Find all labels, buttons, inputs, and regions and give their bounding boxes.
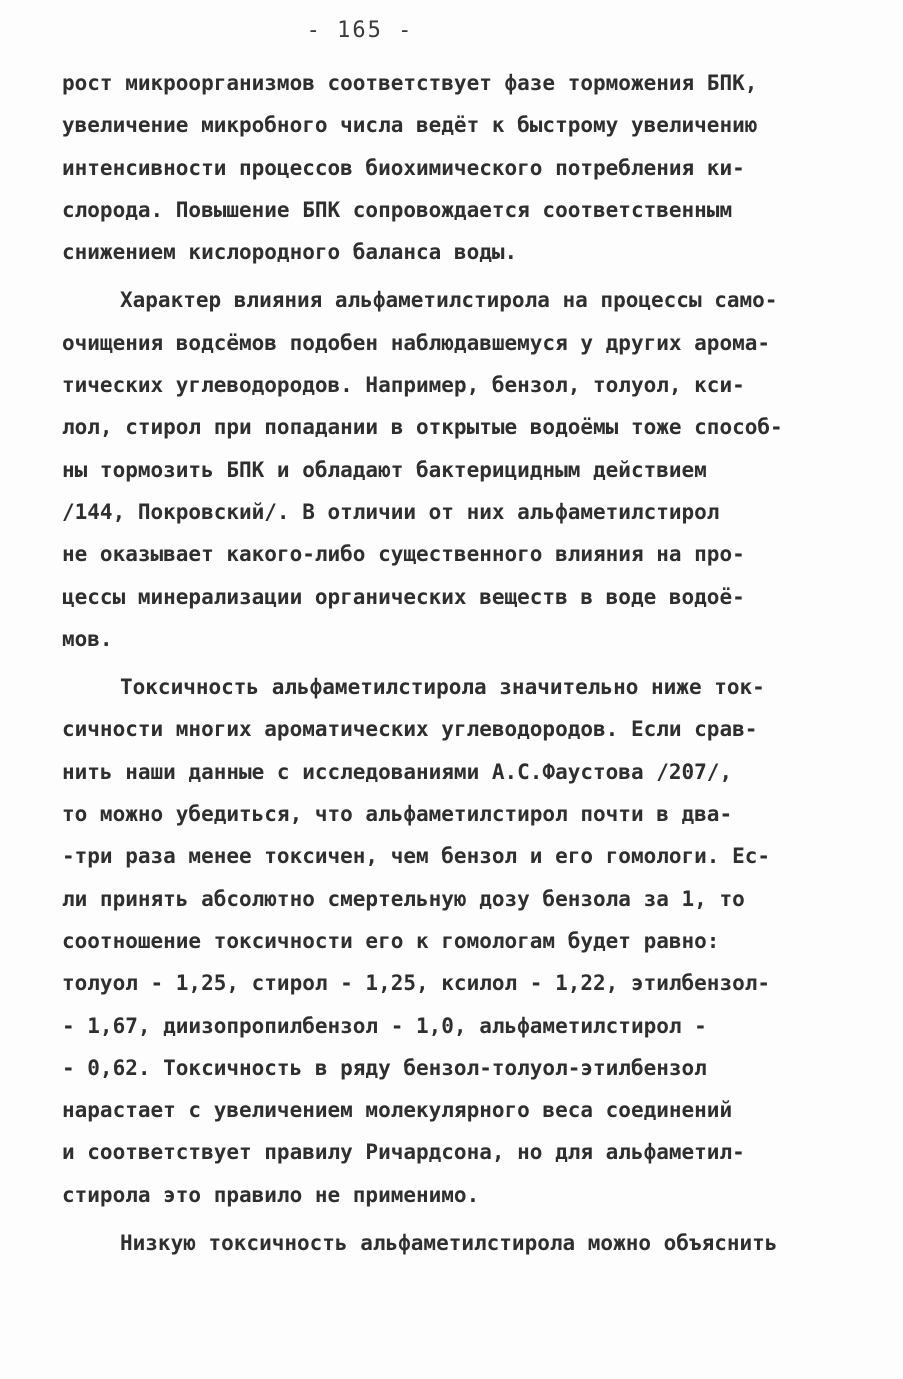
text-line: интенсивности процессов биохимического потребления ки- xyxy=(62,155,745,180)
text-line: увеличение микробного числа ведёт к быстрому увеличению xyxy=(62,113,758,138)
text-line: то можно убедиться, что альфаметилстирол почти в два- xyxy=(62,802,733,827)
text-line: соотношение токсичности его к гомологам будет равно: xyxy=(62,928,720,953)
text-line: -три раза менее токсичен, чем бензол и его гомологи. Ес- xyxy=(62,844,771,869)
text-line: - 1,67, диизопропилбензол - 1,0, альфаметилстирол - xyxy=(62,1013,707,1038)
page-number: - 165 - xyxy=(306,18,414,43)
text-line: /144, Покровский/. В отличии от них альфаметилстирол xyxy=(62,499,720,524)
text-line: нить наши данные с исследованиями А.С.Фаустова /207/, xyxy=(62,759,733,784)
text-line: снижением кислородного баланса воды. xyxy=(62,240,518,265)
text-line: Характер влияния альфаметилстирола на процессы само- xyxy=(120,288,778,313)
text-line: нарастает с увеличением молекулярного веса соединений xyxy=(62,1098,733,1123)
text-line: рост микроорганизмов соответствует фазе торможения БПК, xyxy=(62,71,758,95)
text-line: сичности многих ароматических углеводородов. Если срав- xyxy=(62,717,758,742)
paragraph-2 xyxy=(62,279,862,660)
text-line: - 0,62. Токсичность в ряду бензол-толуол-этилбензол xyxy=(62,1055,707,1080)
text-line: мов. xyxy=(62,626,113,651)
text-line: тических углеводородов. Например, бензол, толуол, кси- xyxy=(62,373,745,398)
text-line: лол, стирол при попадании в открытые водоёмы тоже способ- xyxy=(62,415,783,440)
paragraph-4 xyxy=(62,1222,862,1264)
text-line: толуол - 1,25, стирол - 1,25, ксилол - 1,22, этилбензол- xyxy=(62,971,771,996)
text-line: ли принять абсолютно смертельную дозу бензола за 1, то xyxy=(62,886,745,911)
text-line: стирола это правило не применимо. xyxy=(62,1182,480,1207)
text-line: слорода. Повышение БПК сопровождается соответственным xyxy=(62,197,733,222)
text-line: ны тормозить БПК и обладают бактерицидным действием xyxy=(62,457,707,482)
paragraph-1 xyxy=(62,62,862,273)
text-line: Токсичность альфаметилстирола значительно ниже ток- xyxy=(120,675,765,700)
body-text xyxy=(62,62,862,1264)
text-line: не оказывает какого-либо существенного влияния на про- xyxy=(62,542,745,567)
text-line: цессы минерализации органических веществ в воде водоё- xyxy=(62,584,745,609)
paragraph-3 xyxy=(62,666,862,1216)
text-line: и соответствует правилу Ричардсона, но для альфаметил- xyxy=(62,1140,745,1165)
text-line: очищения водсёмов подобен наблюдавшемуся у других арома- xyxy=(62,330,771,355)
text-line: Низкую токсичность альфаметилстирола можно объяснить xyxy=(120,1231,778,1256)
